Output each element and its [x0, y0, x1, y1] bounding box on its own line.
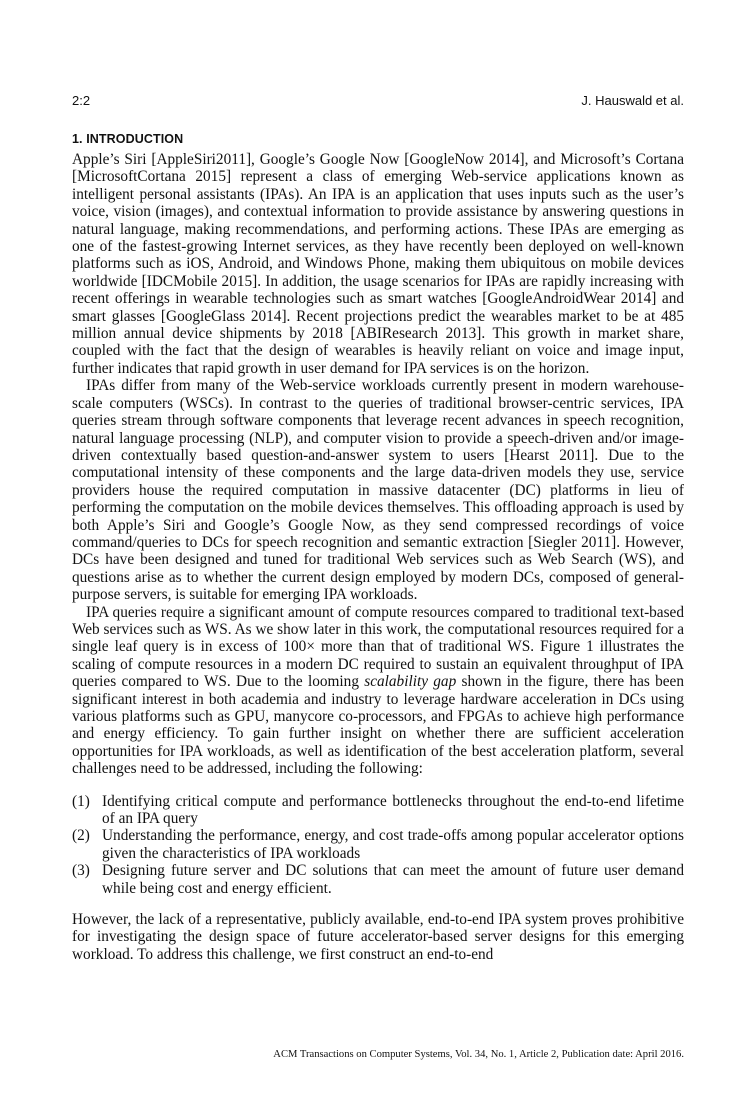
- challenges-list: [72, 793, 684, 897]
- list-item-text: Identifying critical compute and performance bottlenecks throughout the end-to-end lifetime of an IPA query: [102, 792, 684, 828]
- paragraph-closing: However, the lack of a representative, publicly available, end-to-end IPA system proves prohibitive for investigating the design space of future accelerator-based server designs for this emerging workload. To address this challenge, we first construct an end-to-end: [72, 911, 684, 963]
- list-item-text: Understanding the performance, energy, and cost trade-offs among popular accelerator options given the characteristics of IPA workloads: [102, 827, 684, 862]
- paragraph-intro: Apple’s Siri [AppleSiri2011], Google’s Google Now [GoogleNow 2014], and Microsoft’s Cortana [MicrosoftCortana 2015] represent a class of emerging Web-service applications known as intelligent personal assistants (IPAs). An IPA is an application that uses inputs such as the user’s voice, vision (images), and contextual information to provide assistance by answering questions in natural language, making recommendations, and performing actions. These IPAs are emerging as one of the fastest-growing Internet services, as they have recently been deployed on well-known platforms such as iOS, Android, and Windows Phone, making them ubiquitous on mobile devices worldwide [IDCMobile 2015]. In addition, the usage scenarios for IPAs are rapidly increasing with recent offerings in wearable technologies such as smart watches [GoogleAndroidWear 2014] and smart glasses [GoogleGlass 2014]. Recent projections predict the wearables market to be at 485 million annual device shipments by 2018 [ABIResearch 2013]. This growth in market share, coupled with the fact that the design of wearables is heavily reliant on voice and image input, further indicates that rapid growth in user demand for IPA services is on the horizon.: [72, 151, 684, 377]
- body-text: [72, 151, 684, 963]
- list-item: [72, 827, 684, 862]
- page-number: 2:2: [72, 93, 91, 108]
- list-item-number: (2): [72, 827, 90, 845]
- journal-footer: ACM Transactions on Computer Systems, Vol. 34, No. 1, Article 2, Publication date: April 2016.: [273, 1049, 684, 1060]
- paragraph-compute-part2: shown in the figure, there has been significant interest in both academia and industry to leverage hardware acceleration in DCs using various platforms such as GPU, manycore co-processors, and FPGAs to achieve high performance and energy efficiency. To gain further insight on whether there are sufficient acceleration opportunities for IPA workloads, as well as identification of the best acceleration platform, several challenges need to be addressed, including the following:: [72, 673, 684, 778]
- paragraph-compute-part1: IPA queries require a significant amount of compute resources compared to traditional text-based Web services such as WS. As we show later in this work, the computational resources required for a single leaf query is in excess of 100× more than that of traditional WS. Figure 1 illustrates the scaling of compute resources in a modern DC required to sustain an equivalent throughput of IPA queries compared to WS. Due to the looming: [72, 603, 684, 691]
- running-head-authors: J. Hauswald et al.: [581, 93, 684, 108]
- paragraph-wsc: IPAs differ from many of the Web-service workloads currently present in modern warehouse-scale computers (WSCs). In contrast to the queries of traditional browser-centric services, IPA queries stream through software components that leverage recent advances in speech recognition, natural language processing (NLP), and computer vision to provide a speech-driven and/or image-driven contextually based question-and-answer system to users [Hearst 2011]. Due to the computational intensity of these components and the large data-driven models they use, service providers house the required computation in massive datacenter (DC) platforms in lieu of performing the computation on the mobile devices themselves. This offloading approach is used by both Apple’s Siri and Google’s Google Now, as they send compressed recordings of voice command/queries to DCs for speech recognition and semantic extraction [Siegler 2011]. However, DCs have been designed and tuned for traditional Web services such as Web Search (WS), and questions arise as to whether the current design employed by modern DCs, composed of general-purpose servers, is suitable for emerging IPA workloads.: [72, 377, 684, 604]
- list-item-number: (1): [72, 792, 90, 810]
- list-item-number: (3): [72, 862, 90, 880]
- scalability-gap-term: scalability gap: [364, 673, 457, 691]
- paragraph-compute: [72, 604, 684, 778]
- list-item: [72, 793, 684, 828]
- list-item-text: Designing future server and DC solutions that can meet the amount of future user demand while being cost and energy efficient.: [102, 862, 684, 897]
- section-heading: 1. INTRODUCTION: [72, 132, 184, 146]
- list-item: [72, 862, 684, 897]
